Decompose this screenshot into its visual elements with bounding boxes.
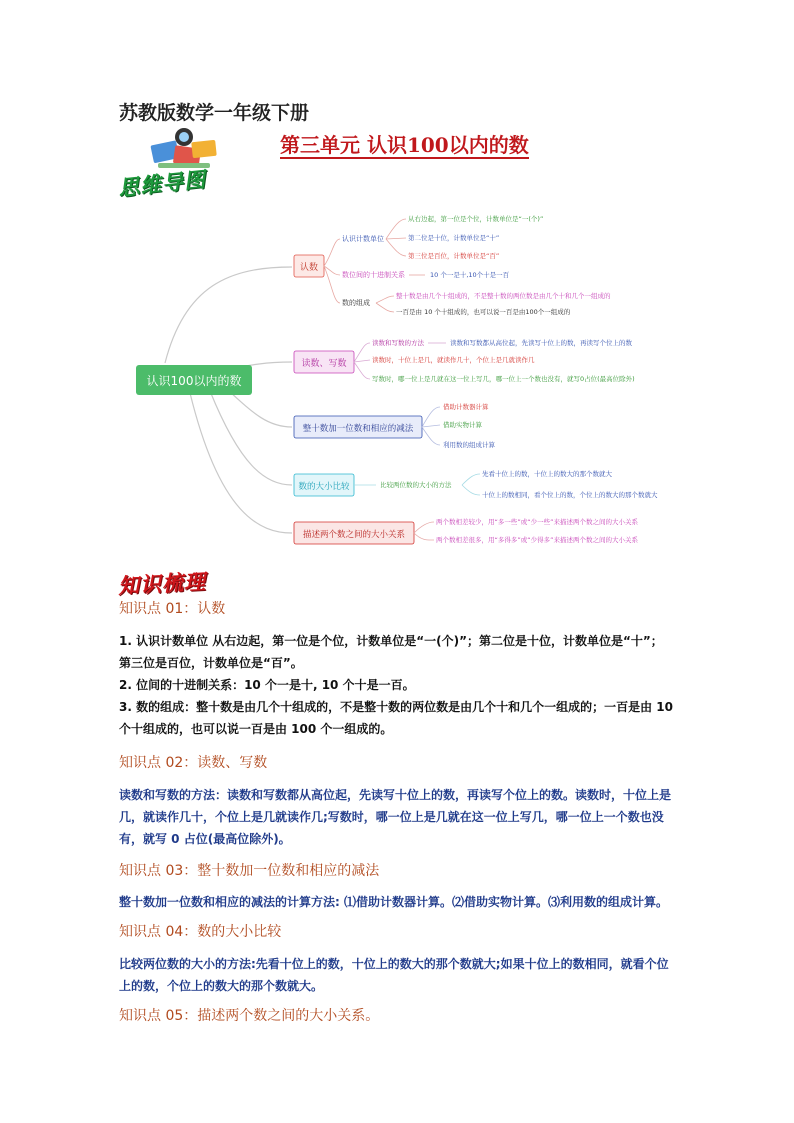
kp1-line-3a: 3. 数的组成：整十数是由几个十组成的，不是整十数的两位数是由几个十和几个一组成的；一百是由 10 bbox=[119, 700, 673, 714]
mindmap-section-title: 思维导图 bbox=[117, 167, 208, 201]
mindmap-root-label: 认识100以内的数 bbox=[146, 374, 242, 388]
recognize-unit-item-2: 第二位是十位，计数单位是“十” bbox=[408, 234, 500, 242]
kp1-line-2: 2. 位间的十进制关系：10 个一是十, 10 个十是一百。 bbox=[119, 678, 415, 692]
compare-method: 比较两位数的大小的方法 bbox=[380, 481, 452, 489]
read-write-method: 读数和写数的方法 bbox=[372, 339, 424, 347]
add-subtract-item-1: 借助计数器计算 bbox=[443, 403, 489, 411]
branch-compare-label: 数的大小比较 bbox=[298, 482, 350, 492]
kp2-heading: 知识点 02：读数、写数 bbox=[119, 755, 268, 771]
knowledge-section-title: 知识梳理 bbox=[117, 569, 207, 599]
kp3-heading: 知识点 03：整十数加一位数和相应的减法 bbox=[119, 863, 380, 879]
add-subtract-item-2: 借助实物计算 bbox=[443, 421, 482, 429]
recognize-sub-decimal: 数位间的十进制关系 bbox=[342, 271, 405, 279]
branch-read-write-label: 读数、写数 bbox=[301, 359, 347, 369]
kp3-para bbox=[119, 891, 679, 913]
kp2-line-2: 几，就读作几十，个位上是几就读作几;写数时，哪一位上是几就在这一位上写几，哪一位上一个数也没 bbox=[119, 810, 664, 824]
kp4-heading: 知识点 04：数的大小比较 bbox=[119, 924, 282, 940]
recognize-sub-units: 认识计数单位 bbox=[342, 235, 384, 243]
recognize-composition-item-1: 整十数是由几个十组成的，不是整十数的两位数是由几个十和几个一组成的 bbox=[396, 292, 611, 300]
kp1-line-1b: 第三位是百位，计数单位是“百”。 bbox=[119, 656, 303, 670]
kp5-heading: 知识点 05：描述两个数之间的大小关系。 bbox=[119, 1008, 380, 1024]
recognize-sub-composition: 数的组成 bbox=[342, 299, 370, 307]
kp2-line-1: 读数和写数的方法：读数和写数都从高位起，先读写十位上的数，再读写个位上的数。读数时，十位上是 bbox=[119, 788, 672, 802]
compare-item-2: 十位上的数相同，看个位上的数，个位上的数大的那个数就大 bbox=[482, 491, 658, 499]
branch-recognize-label: 认数 bbox=[299, 263, 319, 273]
branch-read-write bbox=[294, 338, 635, 383]
kp2-line-3: 有，就写 0 占位(最高位除外)。 bbox=[119, 832, 291, 846]
branch-describe bbox=[294, 517, 638, 544]
kp1-para-1 bbox=[119, 630, 679, 740]
describe-item-2: 两个数相差很多，用“多得多”或“少得多”来描述两个数之间的大小关系 bbox=[436, 536, 638, 544]
branch-compare bbox=[294, 469, 658, 499]
kp1-heading: 知识点 01：认数 bbox=[119, 601, 226, 617]
unit-title: 第三单元 认识100以内的数 bbox=[280, 133, 529, 157]
kp1-line-1a: 1. 认识计数单位 从右边起，第一位是个位，计数单位是“一(个)”；第二位是十位，计数单位是“十”； bbox=[119, 634, 663, 648]
read-write-method-item: 读数和写数都从高位起，先读写十位上的数，再读写个位上的数 bbox=[450, 339, 632, 347]
cover-illustration bbox=[144, 125, 224, 171]
branch-add-subtract-label: 整十数加一位数和相应的减法 bbox=[302, 424, 414, 434]
describe-item-1: 两个数相差较少，用“多一些”或“少一些”来描述两个数之间的大小关系 bbox=[436, 518, 638, 526]
book-title: 苏教版数学一年级下册 bbox=[119, 102, 310, 124]
root-connectors bbox=[165, 267, 292, 533]
kp3-line-1: 整十数加一位数和相应的减法的计算方法: ⑴借助计数器计算。⑵借助实物计算。⑶利用数的组成计算。 bbox=[119, 895, 668, 909]
kp4-para bbox=[119, 953, 679, 997]
read-write-item-3: 写数时，哪一位上是几就在这一位上写几，哪一位上一个数也没有，就写0占位(最高位除外) bbox=[372, 375, 635, 383]
recognize-composition-item-2: 一百是由 10 个十组成的，也可以说一百是由100个一组成的 bbox=[396, 308, 571, 316]
recognize-unit-item-1: 从右边起，第一位是个位，计数单位是“一(个)” bbox=[408, 215, 544, 223]
recognize-unit-item-3: 第三位是百位，计数单位是“百” bbox=[408, 252, 500, 260]
compare-item-1: 先看十位上的数，十位上的数大的那个数就大 bbox=[482, 470, 612, 478]
kp4-line-2: 上的数，个位上的数大的那个数就大。 bbox=[119, 979, 324, 993]
branch-describe-label: 描述两个数之间的大小关系 bbox=[302, 530, 406, 540]
read-write-item-2: 读数时，十位上是几，就读作几十，个位上是几就读作几 bbox=[372, 356, 535, 364]
kp1-line-3b: 个十组成的，也可以说一百是由 100 个一组成的。 bbox=[119, 722, 393, 736]
kp2-para bbox=[119, 784, 679, 850]
branch-add-subtract bbox=[294, 402, 496, 449]
branch-recognize bbox=[294, 214, 611, 316]
recognize-decimal-item: 10 个一是十,10个十是一百 bbox=[430, 271, 510, 279]
mind-map bbox=[0, 195, 794, 560]
kp4-line-1: 比较两位数的大小的方法:先看十位上的数，十位上的数大的那个数就大;如果十位上的数相同，就看个位 bbox=[119, 957, 669, 971]
add-subtract-item-3: 利用数的组成计算 bbox=[443, 441, 495, 449]
